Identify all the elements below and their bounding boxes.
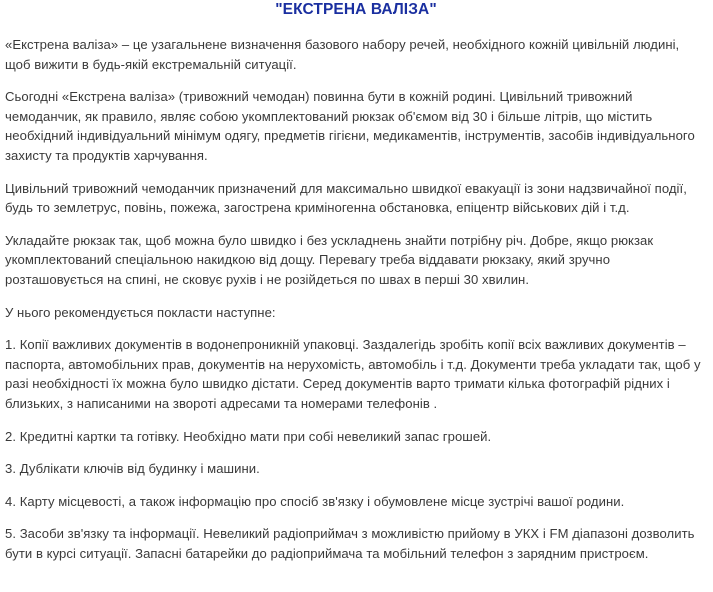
article bbox=[5, 0, 707, 563]
page-title: "ЕКСТРЕНА ВАЛІЗА" bbox=[275, 1, 437, 18]
list-item-cards-cash: 2. Кредитні картки та готівку. Необхідно мати при собі невеликий запас грошей. bbox=[5, 428, 492, 444]
list-intro-paragraph: У нього рекомендується покласти наступне: bbox=[5, 304, 276, 320]
list-item-documents: 1. Копії важливих документів в водонепроникній упаковці. Заздалегідь зробіть копії всіх важливих документів – паспорта, автомобільних прав, документів на нерухомість, автомобіль і т.д. Документи треба укладати так, щоб у разі необхідності їх можна було швидко дістати. Серед документів варто тримати кілька фотографій рідних і близьких, з написаними на звороті адресами та номерами телефонів . bbox=[5, 337, 701, 411]
list-item-map: 4. Карту місцевості, а також інформацію про спосіб зв'язку і обумовлене місце зустрічі вашої родини. bbox=[5, 493, 625, 509]
intro-paragraph: «Екстрена валіза» – це узагальнене визначення базового набору речей, необхідного кожній цивільній людині, щоб вижити в будь-якій екстремальній ситуації. bbox=[5, 37, 680, 72]
list-item-keys: 3. Дублікати ключів від будинку і машини. bbox=[5, 461, 260, 477]
packing-paragraph: Укладайте рюкзак так, щоб можна було швидко і без ускладнень знайти потрібну річ. Добре, якщо рюкзак укомплектований спеціальною накидкою від дощу. Перевагу треба віддавати рюкзаку, який зручно розташовується на спині, не сковує рухів і не розійдеться по швах в перші 30 хвилин. bbox=[5, 232, 654, 287]
evacuation-paragraph: Цивільний тривожний чемоданчик призначений для максимально швидкої евакуації із зони надзвичайної події, будь то землетрус, повінь, пожежа, загострена криміногенна обстановка, епіцентр військових дій і т.д. bbox=[5, 180, 687, 216]
purpose-paragraph: Сьогодні «Екстрена валіза» (тривожний чемодан) повинна бути в кожній родині. Цивільний тривожний чемоданчик, як правило, являє собою укомплектований рюкзак об'ємом від 30 і більше літрів, що містить необхідний індивідуальний мінімум одягу, предметів гігієни, медикаментів, інструментів, засобів індивідуального захисту та продуктів харчування. bbox=[5, 89, 695, 163]
list-item-communication: 5. Засоби зв'язку та інформації. Невеликий радіоприймач з можливістю прийому в УКХ і FM діапазоні дозволить бути в курсі ситуації. Запасні батарейки до радіоприймача та мобільний телефон з зарядним пристроєм. bbox=[5, 526, 695, 561]
